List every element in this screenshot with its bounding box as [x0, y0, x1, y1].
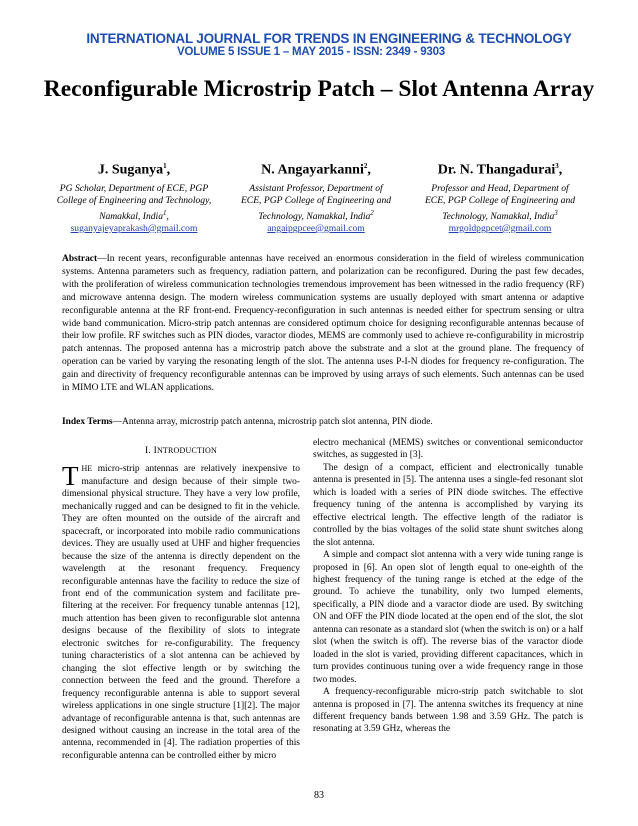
abstract: [62, 253, 584, 395]
author-email-link[interactable]: mrgoldpgpcet@gmail.com: [448, 222, 552, 234]
paragraph: A simple and compact slot antenna with a very wide tuning range is proposed in [6]. An open slot of length equal to one-eighth of the highest frequency of the tuning range is etched at the edge of the ground. To achieve the tunability, only two lumped elements, specifically, a PIN diode and a varactor diode are used. By switching ON and OFF the PIN diode located at the open end of the slot, the slot antenna can resonate as a standard slot (when the switch is on) or a half slot (when the switch is off). The reverse bias of the varactor diode loaded in the slot is varied, providing different capacitances, which in turn provides continuous tuning over a wide frequency range in those two modes.: [313, 550, 583, 685]
author-name: N. Angayarkanni$^2$,: [261, 162, 371, 178]
author-block-2: N. Angayarkanni$^2$, Assistant Professor, Department of ECE, PGP College of Engineering and Technology, Namakkal, India$^2$ angaipgpcee@gmail.com: [216, 158, 416, 235]
index-terms-label: Index Terms: [62, 417, 113, 427]
journal-title: INTERNATIONAL JOURNAL FOR TRENDS IN ENGINEERING & TECHNOLOGY: [86, 31, 572, 46]
right-column: [313, 437, 583, 736]
abstract-label: Abstract: [62, 254, 98, 264]
author-affiliation: PG Scholar, Department of ECE, PGP: [59, 182, 209, 194]
author-name: Dr. N. Thangadurai$^3$,: [437, 162, 563, 178]
author-email-link[interactable]: suganyajeyaprakash@gmail.com: [70, 222, 198, 234]
author-name: J. Suganya$^1$,: [97, 162, 171, 178]
author-affiliation: Professor and Head, Department of: [431, 182, 569, 194]
author-block-3: Dr. N. Thangadurai$^3$, Professor and Head, Department of ECE, PGP College of Engineering and Technology, Namakkal, India$^3$ mrgoldpgpcet@gmail.com: [400, 158, 600, 235]
author-affiliation: ECE, PGP College of Engineering and: [424, 194, 576, 206]
author-affiliation: Namakkal, India: [99, 210, 164, 222]
paragraph: electro mechanical (MEMS) switches or conventional semiconductor switches, as suggested in [3].: [313, 438, 583, 461]
author-affiliation: College of Engineering and Technology,: [56, 194, 212, 206]
intro-paragraph: THE micro-strip antennas are relatively inexpensive to manufacture and design because of their simple two-dimensional physical structure. They have a very low profile, mechanically rugged and can be designed to fit in the vehicle. They are often mounted on the outside of the aircraft and spacecraft, or incorporated into mobile radio communications devices. They are usually used at UHF and higher frequencies because the size of the antenna is directly dependent on the wavelength at the resonant frequency. Frequency reconfigurable antennas have the facility to reduce the size of front end of the communication system and facilitate pre-filtering at the receiver. For frequency tunable antennas [12], much attention has been given to reconfigurable slot antenna designs because of the flexibility of slots to integrate electronic switches for re-configurability. The frequency tuning characteristics of a slot antenna can be achieved by changing the slot effective length or by switching the connection between the feed and the ground. Therefore a frequency reconfigurable antenna is able to support several wireless applications in one single structure [1][2]. The major advantage of reconfigurable antenna is that, such antennas are designed without causing an increase in the total area of the antenna, recommended in [4]. The radiation properties of this reconfigurable antenna can be controlled either by micro: [62, 461, 300, 761]
paragraph: A frequency-reconfigurable micro-strip patch switchable to slot antenna is proposed in [7]. The antenna switches its frequency at nine different frequency bands between 1.98 and 3.59 GHz. The patch is resonating at 3.59 GHz, whereas the: [313, 687, 583, 735]
section-heading: I. INTRODUCTION: [145, 446, 217, 456]
left-column: [62, 437, 300, 762]
journal-volume-issn: VOLUME 5 ISSUE 1 – MAY 2015 - ISSN: 2349 - 9303: [176, 46, 445, 58]
paragraph: The design of a compact, efficient and electronically tunable antenna is presented in [5]. The antenna uses a single-fed resonant slot which is loaded with a series of PIN diode switches. The effective frequency tuning of the antenna is accomplished by varying its effective electrical length. The effective length of the radiator is controlled by the bias voltages of the solid state shunt switches along the slot antenna.: [313, 462, 583, 548]
drop-cap: T: [62, 461, 79, 492]
author-affiliation: Technology, Namakkal, India: [442, 210, 555, 222]
index-terms-text: —Antenna array, microstrip patch antenna, microstrip patch slot antenna, PIN diode.: [112, 417, 433, 427]
author-affiliation: ECE, PGP College of Engineering and: [240, 194, 392, 206]
abstract-text: —In recent years, reconfigurable antennas have received an enormous consideration in the field of wireless communication systems. Antenna parameters such as frequency, radiation pattern, and polarization can be reconfigured. During the past few decades, with the proliferation of wireless communication technologies tremendous improvement has been witnessed in the radio frequency (RF) and microwave antenna design. The modern wireless communication systems are usually deployed with smart antenna or adaptive reconfigurable antenna at the RF front-end. Frequency-reconfiguration in such antennas is needed either for spectrum sensing or ultra wide band communication. Micro-strip patch antennas are considered optimum choice for designing reconfigurable antennas because of their low profile. RF switches such as PIN diodes, varactor diodes, MEMS are commonly used to achieve re-configurability in microstrip patch antennas. The proposed antenna has a microstrip patch above the substrate and a slot at the ground plane. The frequency of operation can be varied by varying the resonating length of the slot. The antenna uses P-I-N diodes for frequency re-configuration. The gain and directivity of frequency reconfigurable antennas can be improved by using arrays of such elements. Such antennas can be used in MIMO LTE and WLAN applications.: [62, 254, 584, 394]
index-terms: [62, 416, 584, 429]
author-affiliation: Technology, Namakkal, India: [258, 210, 371, 222]
author-email-link[interactable]: angaipgpcee@gmail.com: [267, 222, 365, 234]
paper-title: Reconfigurable Microstrip Patch – Slot Antenna Array: [43, 76, 595, 102]
page-number: 83: [314, 790, 324, 801]
author-affiliation: Assistant Professor, Department of: [249, 182, 383, 194]
author-block-1: J. Suganya$^1$, PG Scholar, Department of ECE, PGP College of Engineering and Technology, Namakkal, India$^1$, suganyajeyaprakash@gmail.com: [34, 158, 234, 235]
